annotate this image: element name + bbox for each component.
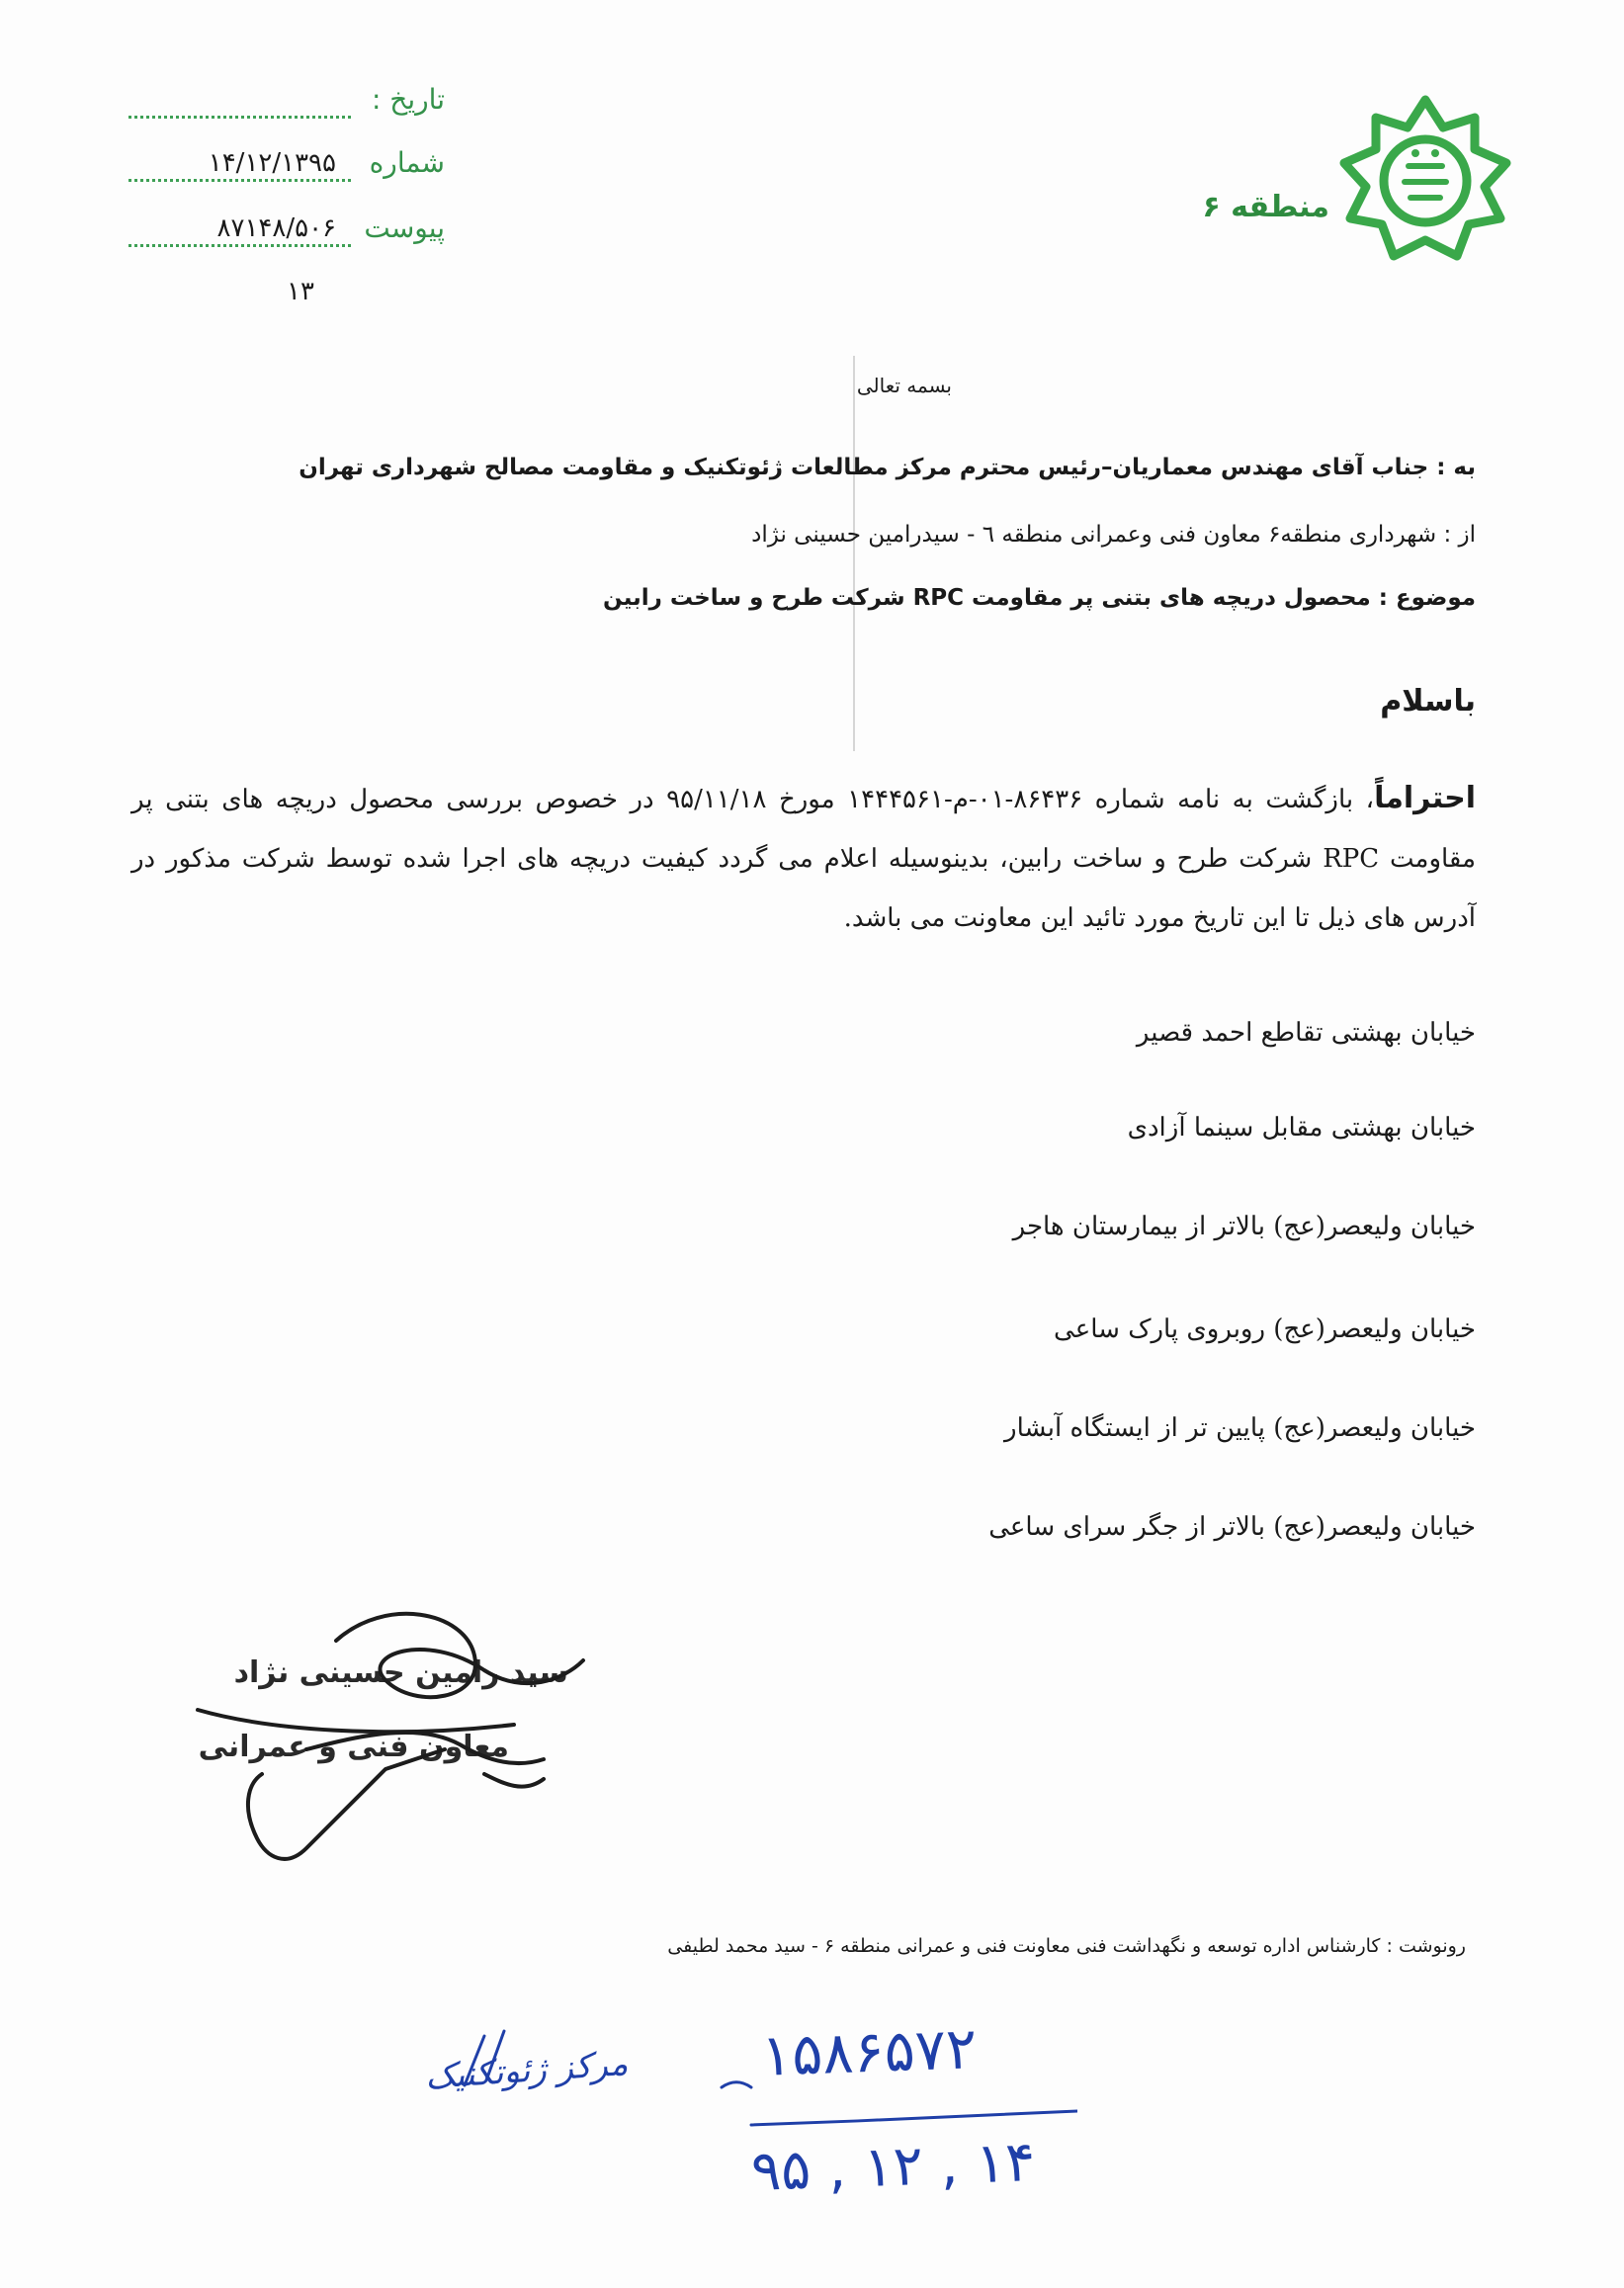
address-item: خیابان ولیعصر(عج) بالاتر از جگر سرای ساعی — [988, 1512, 1476, 1542]
date-field — [119, 83, 445, 125]
recipient-line: به : جناب آقای مهندس معماریان–رئیس محترم مرکز مطالعات ژئوتکنیک و مقاومت مصالح شهرداری تهران — [299, 455, 1476, 480]
body-lead: احتراماً — [1374, 781, 1476, 815]
handwritten-number: ۱۵۸۶۵۷۲ — [759, 2014, 979, 2089]
signatory-title: معاون فنی و عمرانی — [198, 1730, 509, 1764]
address-item: خیابان بهشتی مقابل سینما آزادی — [1127, 1113, 1476, 1143]
carbon-copy-line: رونوشت : کارشناس اداره توسعه و نگهداشت فنی معاونت فنی و عمرانی منطقه ۶ - سید محمد لطیفی — [667, 1935, 1466, 1957]
body-text: ، بازگشت به نامه شماره ۸۶۴۳۶-۰۱-م-۱۴۴۴۵۶۱ مورخ ۹۵/۱۱/۱۸ در خصوص بررسی محصول دریچه های بتنی پر مقاومت RPC شرکت طرح و ساخت رابین، بدینوسیله اعلام می گردد کیفیت دریچه های اجرا شده توسط شرکت مذکور در آدرس های ذیل تا این تاریخ مورد تائید این معاونت می باشد. — [131, 785, 1477, 933]
paper-fold-line — [853, 356, 855, 751]
basmala: بسمه تعالی — [856, 374, 952, 397]
date-dotted-line — [128, 116, 351, 119]
handwritten-word: مرکز ژئوتکنیک — [423, 2043, 630, 2098]
address-item: خیابان ولیعصر(عج) روبروی پارک ساعی — [1054, 1314, 1476, 1344]
number-label: شماره — [369, 146, 445, 179]
date-label: تاریخ : — [371, 83, 445, 116]
tehran-municipality-logo-icon — [1336, 92, 1514, 270]
region-label: منطقه ۶ — [1202, 190, 1329, 224]
number-value: ۱۴/۱۲/۱۳۹۵ — [208, 148, 336, 178]
attachment-label: پیوست — [364, 212, 445, 244]
handwritten-date: ۹۵ , ۱۲ , ۱۴ — [749, 2130, 1037, 2204]
signatory-name: سید رامین حسینی نژاد — [233, 1655, 568, 1690]
number-dotted-line — [128, 179, 351, 182]
address-item: خیابان ولیعصر(عج) بالاتر از بیمارستان هاجر — [1012, 1212, 1476, 1241]
page-count: ۱۳ — [287, 277, 314, 306]
attachment-field — [119, 212, 445, 253]
attachment-dotted-line — [128, 244, 351, 247]
address-item: خیابان ولیعصر(عج) پایین تر از ایستگاه آبشار — [1004, 1413, 1476, 1443]
greeting: باسلام — [1380, 684, 1476, 719]
sender-line: از : شهرداری منطقه۶ معاون فنی وعمرانی منطقه ٦ - سیدرامین حسینی نژاد — [751, 522, 1476, 548]
number-field — [119, 146, 445, 188]
attachment-value: ۸۷۱۴۸/۵۰۶ — [216, 213, 336, 243]
body-paragraph — [131, 769, 1476, 948]
address-item: خیابان بهشتی تقاطع احمد قصیر — [1136, 1018, 1476, 1048]
handwritten-signature-icon — [188, 1601, 603, 1888]
subject-line: موضوع : محصول دریچه های بتنی پر مقاومت RPC شرکت طرح و ساخت رابین — [603, 585, 1476, 611]
